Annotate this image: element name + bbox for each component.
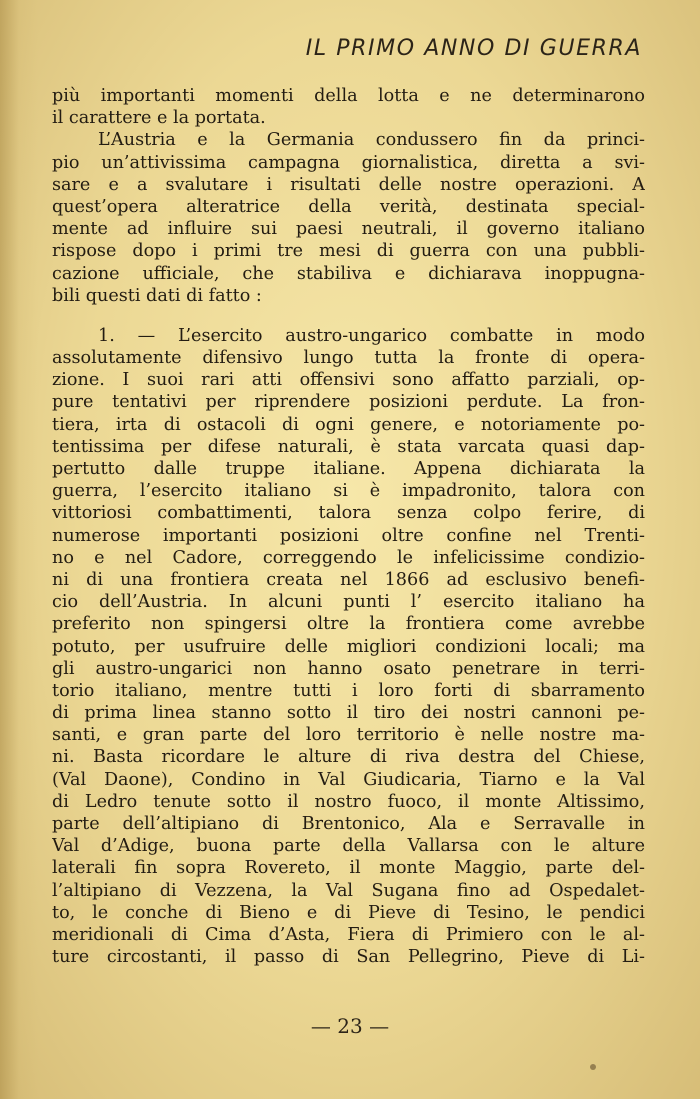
text-line: tentissima per difese naturali, è stata varcata quasi dap- bbox=[52, 436, 645, 457]
text-line: di Ledro tenute sotto il nostro fuoco, il monte Altissimo, bbox=[52, 791, 645, 812]
text-line: no e nel Cadore, correggendo le infelicissime condizio- bbox=[52, 547, 645, 568]
text-line: assolutamente difensivo lungo tutta la fronte di opera- bbox=[52, 348, 645, 369]
text-line: vittoriosi combattimenti, talora senza colpo ferire, di bbox=[52, 503, 645, 524]
text-line: santi, e gran parte del loro territorio è nelle nostre ma- bbox=[52, 725, 645, 746]
text-line: zione. I suoi rari atti offensivi sono affatto parziali, op- bbox=[52, 370, 645, 391]
text-line: pio un’attivissima campagna giornalistica, diretta a svi- bbox=[52, 152, 645, 173]
text-line: cio dell’Austria. In alcuni punti l’ esercito italiano ha bbox=[52, 592, 645, 613]
page-number: — 23 — bbox=[310, 1014, 390, 1038]
text-line: meridionali di Cima d’Asta, Fiera di Primiero con le al- bbox=[52, 924, 645, 945]
text-line: sare e a svalutare i risultati delle nostre operazioni. A bbox=[52, 174, 645, 195]
text-line: rispose dopo i primi tre mesi di guerra con una pubbli- bbox=[52, 241, 645, 262]
text-line: 1. — L’esercito austro-ungarico combatte in modo bbox=[98, 325, 645, 346]
text-line: il carattere e la portata. bbox=[52, 108, 266, 129]
paragraph-point-1 bbox=[52, 325, 645, 968]
running-head: IL PRIMO ANNO DI GUERRA bbox=[305, 36, 642, 61]
text-line: potuto, per usufruire delle migliori condizioni locali; ma bbox=[52, 636, 645, 657]
text-line: pertutto dalle truppe italiane. Appena dichiarata la bbox=[52, 459, 645, 479]
text-line: guerra, l’esercito italiano si è impadronito, talora con bbox=[52, 481, 645, 502]
paper-speck bbox=[590, 1064, 596, 1070]
text-line: l’altipiano di Vezzena, la Val Sugana fino ad Ospedalet- bbox=[52, 880, 645, 901]
body-text bbox=[52, 85, 645, 968]
text-line: cazione ufficiale, che stabiliva e dichiarava inoppugna- bbox=[52, 263, 645, 284]
text-line: preferito non spingersi oltre la frontiera come avrebbe bbox=[52, 614, 645, 635]
text-line: torio italiano, mentre tutti i loro forti di sbarramento bbox=[52, 680, 645, 701]
text-line: parte dell’altipiano di Brentonico, Ala e Serravalle in bbox=[52, 814, 645, 834]
text-line: ture circostanti, il passo di San Pellegrino, Pieve di Li- bbox=[52, 947, 645, 968]
paragraph-continuation bbox=[52, 85, 645, 129]
text-line: quest’opera alteratrice della verità, destinata special- bbox=[52, 196, 645, 217]
text-line: ni. Basta ricordare le alture di riva destra del Chiese, bbox=[52, 747, 645, 768]
text-line: pure tentativi per riprendere posizioni perdute. La fron- bbox=[52, 392, 645, 413]
text-line: bili questi dati di fatto : bbox=[52, 285, 262, 306]
text-line: di prima linea stanno sotto il tiro dei nostri cannoni pe- bbox=[52, 703, 645, 724]
page-edge-shadow bbox=[0, 0, 38, 1099]
text-line: laterali fin sopra Rovereto, il monte Maggio, parte del- bbox=[52, 858, 645, 879]
text-line: numerose importanti posizioni oltre confine nel Trenti- bbox=[52, 525, 645, 546]
text-line: Val d’Adige, buona parte della Vallarsa con le alture bbox=[52, 836, 645, 857]
text-line: L’Austria e la Germania condussero fin da princi- bbox=[98, 130, 645, 151]
text-line: più importanti momenti della lotta e ne determinarono bbox=[52, 86, 645, 106]
paragraph-spacer bbox=[52, 307, 645, 325]
text-line: tiera, irta di ostacoli di ogni genere, e notoriamente po- bbox=[52, 414, 645, 435]
text-line: (Val Daone), Condino in Val Giudicaria, Tiarno e la Val bbox=[52, 769, 645, 790]
text-line: mente ad influire sui paesi neutrali, il governo italiano bbox=[52, 219, 645, 240]
paragraph-austria-germania bbox=[52, 129, 645, 307]
text-line: gli austro-ungarici non hanno osato penetrare in terri- bbox=[52, 658, 645, 679]
text-line: ni di una frontiera creata nel 1866 ad esclusivo benefi- bbox=[52, 569, 645, 590]
text-line: to, le conche di Bieno e di Pieve di Tesino, le pendici bbox=[52, 902, 645, 923]
